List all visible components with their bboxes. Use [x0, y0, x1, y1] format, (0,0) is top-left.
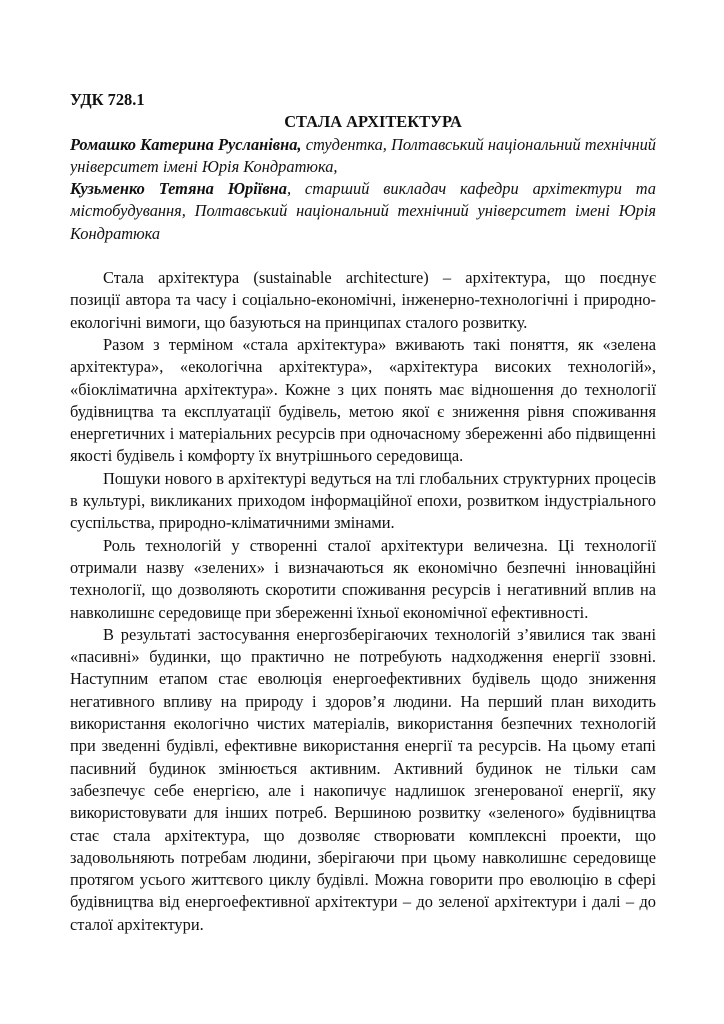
text-line: негативного впливу на природу і здоров’я людини. На перший план виходить — [70, 691, 656, 711]
text-line: забезпечує себе енергією, але і накопичує надлишок згенерованої енергії, яку — [70, 780, 656, 800]
article-body — [70, 267, 656, 936]
text-line: сталої архітектури. — [70, 914, 204, 934]
text-line: якості будівель і комфорту їх внутрішнього середовища. — [70, 446, 464, 466]
text-line: стає стала архітектура, що дозволяє створювати комплексні проекти, що — [70, 825, 656, 845]
text-line: задовольняють потребам людини, зберігаючи при цьому навколишнє середовище — [70, 847, 656, 867]
text-line: екологічні вимоги, що базуються на принципах сталого розвитку. — [70, 312, 528, 332]
text-line: Стала архітектура (sustainable architecture) – архітектура, що поєднує — [103, 268, 656, 288]
text-line: протягом усього життєвого циклу будівлі. Можна говорити про еволюцію в сфері — [70, 870, 656, 890]
text-line: пасивний будинок змінюється активним. Активний будинок не тільки сам — [70, 758, 656, 778]
text-line: суспільства, природно-кліматичними змінами. — [70, 513, 395, 533]
text-line: архітектура», «екологічна архітектура», «архітектура високих технологій», — [70, 357, 656, 377]
text-line: отримали назву «зелених» і визначаються як економічно безпечні інноваційні — [70, 557, 656, 577]
text-line: В результаті застосування енергозберігаючих технологій з’явилися так звані — [103, 624, 656, 644]
text-line: будівництва та експлуатації будівель, метою якої є зниження рівня споживання — [70, 401, 656, 421]
paragraph — [70, 535, 656, 624]
text-line: при зведенні будівлі, ефективне використання енергії та ресурсів. На цьому етапі — [70, 736, 656, 756]
text-line: використовувати для інших потреб. Вершиною розвитку «зеленого» будівництва — [70, 803, 656, 823]
article-title: СТАЛА АРХІТЕКТУРА — [284, 112, 462, 132]
text-line: енергетичних і матеріальних ресурсів при одночасному збереженні або підвищенні — [70, 424, 656, 444]
udk-code: УДК 728.1 — [70, 90, 145, 109]
author-affiliation: університет імені Юрія Кондратюка, — [70, 156, 338, 176]
text-line: Наступним етапом стає еволюція енергоефективних будівель щодо зниження — [70, 669, 656, 689]
text-line: використання екологічно чистих матеріалів, використання безпечних технологій — [70, 714, 656, 734]
document-page — [70, 89, 656, 936]
text-line: будівництва від енергоефективної архітектури – до зеленої архітектури і далі – до — [70, 892, 656, 912]
text-line: Разом з терміном «стала архітектура» вживають такі поняття, як «зелена — [103, 334, 656, 354]
author-block-1 — [70, 134, 656, 179]
text-line: в культурі, викликаних приходом інформаційної епохи, розвитком індустріального — [70, 491, 656, 511]
text-line: технології, що дозволяють скоротити споживання ресурсів і негативний вплив на — [70, 580, 656, 600]
text-line: «пасивні» будинки, що практично не потребують надходження енергії ззовні. — [70, 647, 656, 667]
author-affiliation: студентка, Полтавський національний технічний — [301, 134, 656, 154]
text-line: Роль технологій у створенні сталої архітектури величезна. Ці технології — [103, 535, 656, 555]
paragraph — [70, 624, 656, 936]
paragraph — [70, 468, 656, 535]
author-name: Ромашко Катерина Русланівна, — [70, 134, 302, 154]
paragraph — [70, 267, 656, 334]
author-affiliation: Кондратюка — [70, 223, 161, 243]
paragraph — [70, 334, 656, 468]
author-affiliation: містобудування, Полтавський національний технічний університет імені Юрія — [70, 201, 656, 221]
text-line: позиції автора та часу і соціально-економічні, інженерно-технологічні і природно- — [70, 290, 656, 310]
text-line: «біокліматична архітектура». Кожне з цих понять має відношення до технології — [70, 379, 656, 399]
text-line: навколишнє середовище при збереженні їхньої економічної ефективності. — [70, 602, 589, 622]
text-line: Пошуки нового в архітектурі ведуться на тлі глобальних структурних процесів — [103, 468, 656, 488]
author-affiliation: , старший викладач кафедри архітектури та — [286, 179, 656, 199]
author-name: Кузьменко Тетяна Юріївна — [70, 179, 287, 199]
author-block-2 — [70, 178, 656, 245]
